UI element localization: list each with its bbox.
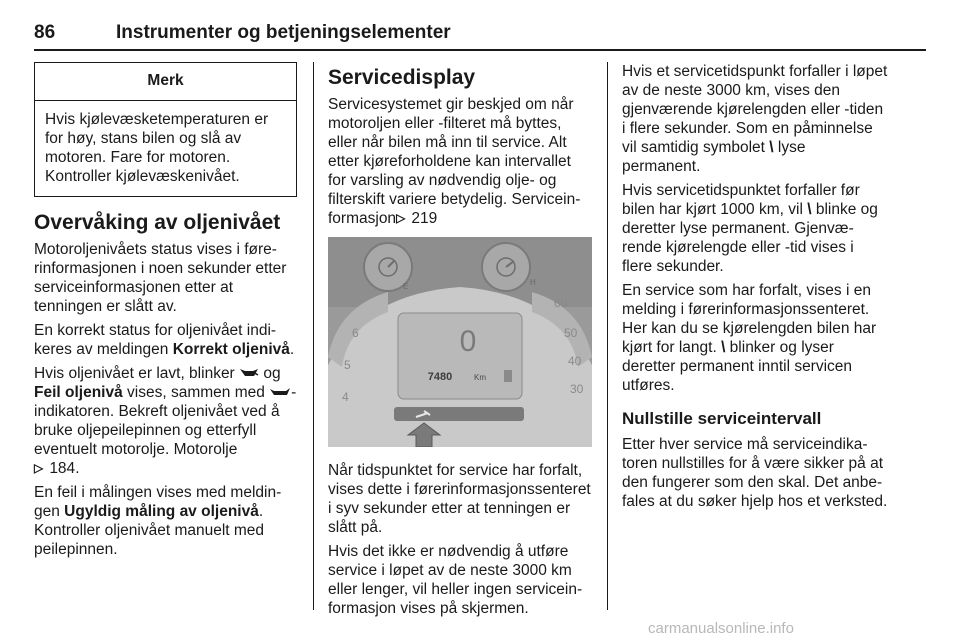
column-right — [622, 62, 888, 516]
message-wrong-oil-level: Feil oljenivå — [34, 384, 123, 401]
oil-paragraph-3: Hvis oljenivået er lavt, blinker og Feil oljenivå vises, sammen med -indikatoren. Bekreft oljenivået ved å bruke oljepeilepinnen og etterfyll eventuelt motorolje. Motorolje ▷ 184. — [34, 365, 297, 477]
note-box — [34, 62, 297, 197]
page-reference[interactable]: 219 — [411, 210, 438, 227]
instrument-cluster-figure — [328, 237, 592, 447]
svg-text:60: 60 — [554, 296, 568, 310]
odometer-unit: Km — [474, 373, 486, 382]
service-display-heading: Servicedisplay — [328, 66, 476, 89]
oil-level-heading: Overvåking av oljenivået — [34, 211, 281, 234]
page-title: Instrumenter og betjeningselementer — [116, 22, 451, 43]
column-divider — [313, 62, 314, 610]
page-number: 86 — [34, 22, 56, 43]
reset-service-interval-heading: Nullstille serviceintervall — [622, 409, 822, 428]
column-middle — [328, 62, 592, 623]
cross-reference-icon: ▷ — [396, 211, 406, 225]
service-paragraph-2: Når tidspunktet for service har forfalt, vises dette i førerinformasjonssenteret i syv sekunder etter at tenningen er slått på. — [328, 462, 591, 536]
service-paragraph-1: Servicesystemet gir beskjed om når motoroljen eller -filteret må byttes, eller når bilen må inn til service. Alt etter kjøreforholdene kan intervallet for varsling av nødvendig olje- og filterskift variere betydelig. Serviceinformasjon▷ 219 — [328, 96, 581, 227]
message-invalid-measurement: Ugyldig måling av oljenivå — [64, 503, 259, 520]
service-paragraph-4: Hvis et servicetidspunkt forfaller i løpet av de neste 3000 km, vises den gjenværende kjørelengden eller -tiden i flere sekunder. Som en påminnelse vil samtidig symbolet \ lyse permanent. — [622, 63, 888, 175]
svg-text:30: 30 — [570, 382, 584, 396]
service-paragraph-5: Hvis servicetidspunktet forfaller før bilen har kjørt 1000 km, vil \ blinke og deretter lyse permanent. Gjenværende kjørelengde eller -tid vises i flere sekunder. — [622, 182, 878, 275]
svg-text:40: 40 — [568, 354, 582, 368]
oil-paragraph-2: En korrekt status for oljenivået indikeres av meldingen Korrekt oljenivå. — [34, 322, 295, 358]
page-header — [34, 22, 926, 52]
wrench-icon: \ — [721, 339, 726, 356]
note-body: Hvis kjølevæsketemperaturen er for høy, stans bilen og slå av motoren. Fare for motoren. Kontroller kjølevæskenivået. — [45, 111, 269, 185]
message-correct-oil-level: Korrekt oljenivå — [172, 341, 290, 358]
header-rule — [34, 49, 926, 51]
speed-readout: 0 — [459, 325, 477, 358]
wrench-icon: \ — [807, 201, 812, 218]
oil-paragraph-4: En feil i målingen vises med meldingen Ugyldig måling av oljenivå. Kontroller oljenivået manuelt med peilepinnen. — [34, 484, 282, 558]
watermark: carmanualsonline.info — [648, 620, 794, 637]
svg-text:E: E — [403, 282, 409, 291]
column-divider — [607, 62, 608, 610]
column-left — [34, 62, 298, 564]
oil-can-icon — [239, 367, 259, 378]
service-paragraph-3: Hvis det ikke er nødvendig å utføre service i løpet av de neste 3000 km eller lenger, vil heller ingen serviceinformasjon vises på skjermen. — [328, 543, 583, 617]
svg-text:50: 50 — [564, 326, 578, 340]
reset-paragraph: Etter hver service må serviceindikatoren nullstilles for å være sikker på at den fungerer som den skal. Det anbefales at du søker hjelp hos et verksted. — [622, 436, 888, 510]
svg-text:5: 5 — [344, 358, 351, 372]
instrument-cluster-illustration — [328, 237, 592, 447]
oil-paragraph-1: Motoroljenivåets status vises i førerinformasjonen i noen sekunder etter serviceinformasjonen etter at tenningen er slått av. — [34, 241, 287, 315]
odometer-readout: 7480 — [427, 371, 453, 383]
service-paragraph-6: En service som har forfalt, vises i en melding i førerinformasjonssenteret. Her kan du se kjørelengden bilen har kjørt for langt. \ blinker og lyser deretter permanent inntil servicen utføres. — [622, 282, 877, 394]
svg-text:H: H — [530, 278, 536, 287]
svg-text:4: 4 — [342, 390, 349, 404]
svg-text:6: 6 — [352, 326, 359, 340]
note-heading: Merk — [35, 63, 296, 101]
cross-reference-icon: ▷ — [34, 461, 44, 475]
oil-indicator-icon — [269, 386, 291, 397]
page-reference[interactable]: 184 — [49, 460, 76, 477]
wrench-icon: \ — [769, 139, 774, 156]
